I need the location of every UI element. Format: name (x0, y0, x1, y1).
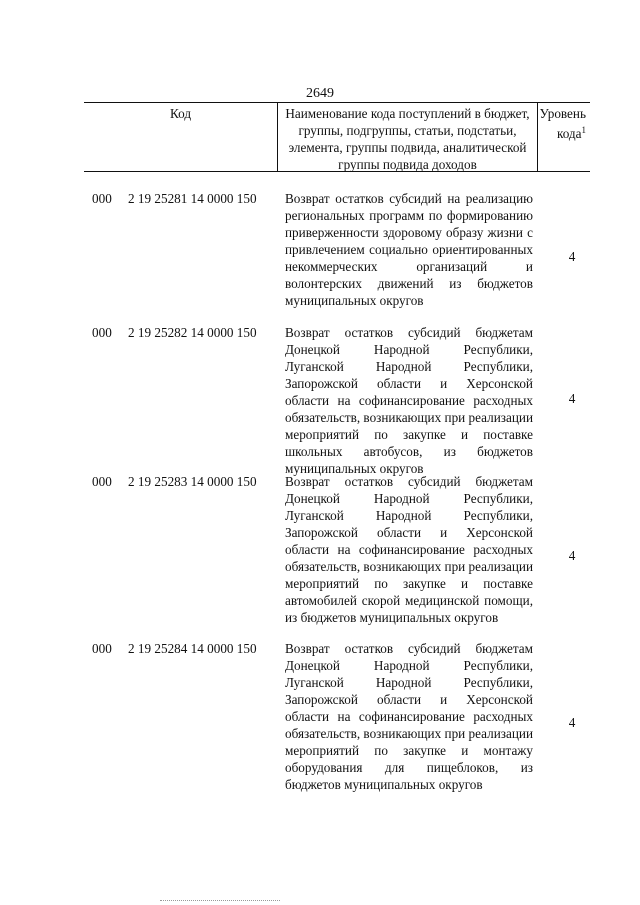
row-level: 4 (568, 548, 576, 563)
row-level: 4 (568, 391, 576, 406)
row-prefix: 000 (92, 191, 112, 206)
row-code: 2 19 25281 14 0000 150 (128, 191, 257, 206)
scan-artifact-line (160, 900, 280, 902)
header-code: Код (84, 103, 278, 171)
row-description: Возврат остатков субсидий бюджетам Донецкой Народной Республики, Луганской Народной Республики, Запорожской области и Херсонской области на софинансирование расходных обязательств, возникающих при реализации мероприятий по закупке и поставке автомобилей скорой медицинской помощи, из бюджетов муниципальных округов (285, 474, 533, 625)
header-level (538, 103, 590, 171)
row-level: 4 (568, 715, 576, 730)
row-description: Возврат остатков субсидий бюджетам Донецкой Народной Республики, Луганской Народной Республики, Запорожской области и Херсонской области на софинансирование расходных обязательств, возникающих при реализации мероприятий по закупке и монтажу оборудования для пищеблоков, из бюджетов муниципальных округов (285, 641, 533, 792)
row-code: 2 19 25284 14 0000 150 (128, 641, 257, 656)
row-level: 4 (568, 249, 576, 264)
row-code: 2 19 25283 14 0000 150 (128, 474, 257, 489)
row-prefix: 000 (92, 325, 112, 340)
row-description: Возврат остатков субсидий на реализацию региональных программ по формированию приверженности здоровому образу жизни с привлечением социально ориентированных некоммерческих организаций и волонтерских движений из бюджетов муниципальных округов (285, 191, 533, 308)
header-name: Наименование кода поступлений в бюджет, группы, подгруппы, статьи, подстатьи, элемента, группы подвида, аналитической группы подвида доходов (278, 103, 538, 171)
table-header (84, 102, 590, 172)
row-prefix: 000 (92, 474, 112, 489)
row-prefix: 000 (92, 641, 112, 656)
header-level-footnote: 1 (581, 125, 586, 135)
row-description: Возврат остатков субсидий бюджетам Донецкой Народной Республики, Луганской Народной Республики, Запорожской области и Херсонской области на софинансирование расходных обязательств, возникающих при реализации мероприятий по закупке и поставке школьных автобусов, из бюджетов муниципальных округов (285, 325, 533, 476)
row-code: 2 19 25282 14 0000 150 (128, 325, 257, 340)
header-level-label: Уровень кода (539, 106, 586, 141)
page-number: 2649 (306, 86, 334, 101)
